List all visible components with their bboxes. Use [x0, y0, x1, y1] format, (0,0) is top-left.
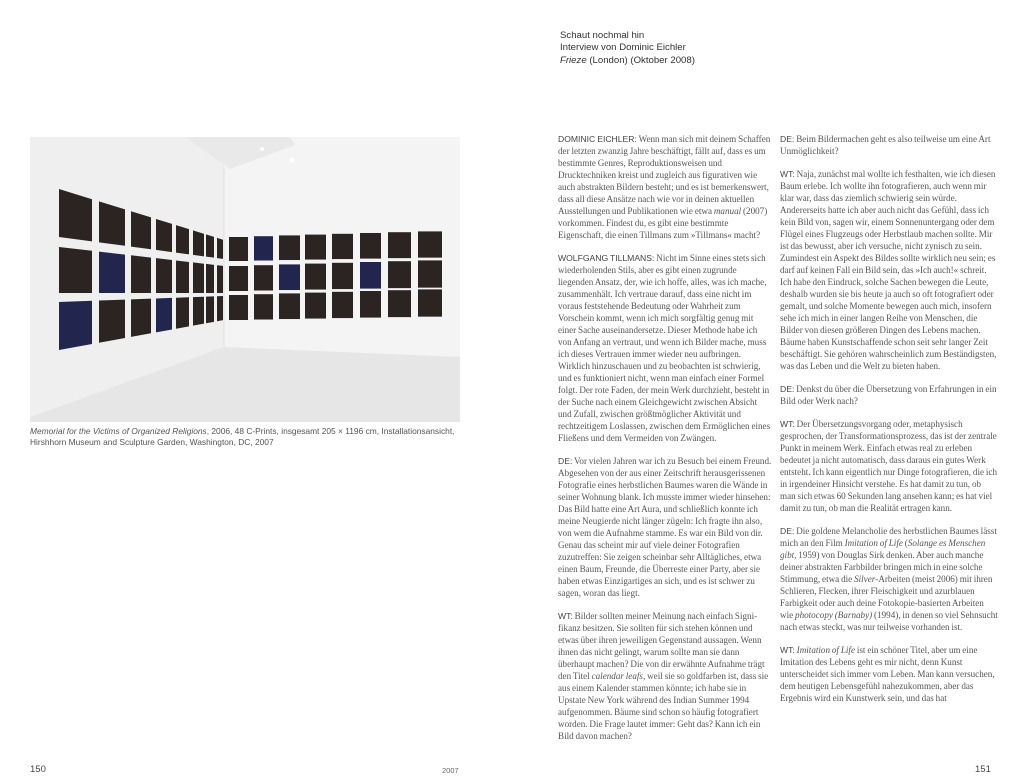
caption-title: Memorial for the Victims of Organized Religions [30, 426, 207, 436]
article-source [560, 55, 695, 67]
print-frame [206, 234, 214, 257]
print-frame [279, 293, 300, 319]
interview-paragraph [558, 610, 772, 742]
print-frame [388, 290, 411, 317]
interview-paragraph [780, 418, 998, 514]
print-frame [279, 264, 300, 290]
italic-title: Silver [854, 574, 876, 584]
print-frame [305, 235, 326, 260]
print-frame [131, 299, 151, 337]
print-frame [176, 297, 189, 328]
article-title: Schaut nochmal hin [560, 30, 645, 41]
print-frame [305, 264, 326, 290]
paragraph-text: Denkst du über die Übersetzung von Erfahrungen in ein Bild oder Werk nach? [780, 384, 997, 406]
print-frame [388, 261, 411, 288]
italic-title: Imitation of Life [844, 538, 903, 548]
print-frame [217, 265, 223, 293]
print-frame [418, 231, 442, 257]
print-frame [254, 236, 273, 260]
print-frame [332, 263, 353, 289]
italic-title: Solange es Menschen gibt, [780, 538, 986, 560]
speaker-label: DE: [780, 526, 795, 536]
page-number-left: 150 [30, 764, 46, 775]
italic-title: calendar leafs, [591, 671, 646, 681]
italic-title: manual [713, 206, 742, 216]
print-frame [176, 260, 189, 293]
interview-paragraph [558, 455, 772, 599]
print-frame [360, 291, 381, 318]
print-frame [229, 237, 248, 261]
speaker-label: DE: [780, 134, 795, 144]
interview-paragraph [558, 252, 772, 444]
print-frame [217, 296, 223, 321]
caption-details: , 2006, 48 C-Prints, insgesamt 205 × 1196 cm, Installationsansicht, Hirshhorn Museum and Sculpture Garden, Washington, DC, 2007 [30, 426, 455, 447]
paragraph-text: ist ein schöner Titel, aber um eine Imitation des Lebens geht es mir nicht, denn Kunst unterscheidet sich immer vom Leben. Man kann versuchen, dem heutigen Lebensgefühl nahezukommen, aber das Ergebnis wird ein Kunstwerk sein, und das hat [780, 645, 995, 703]
print-frame [229, 295, 248, 320]
print-frame [388, 232, 411, 258]
paragraph-text: Naja, zunächst mal wollte ich festhalten, wie ich diesen Baum erlebe. Ich wollte ihn fotografieren, auch wenn mir klar war, dass das ziemlich schwierig sein würde. Andererseits hatte ich aber auch nicht das Gefühl, dass ich kein Bild von, sagen wir, einem Sonnenuntergang oder dem Flügel eines Flugzeugs oder Herbstlaub machen sollte. Mir ist das bewusst, aber ich versuche, nicht zynisch zu sein. Zumindest ein Aspekt des Bildes sollte wirklich neu sein; es darf auf keinen Fall ein Bild sein, das »Ich auch!« schreit. Ich habe den Eindruck, solche Sachen bewegen die Leute, deshalb wurden sie bis heute ja auch so oft fotografiert oder gemalt, und solche Momente bewegen auch mich, insofern sehe ich mich in einer langen Reihe von Menschen, die Bilder von diesen größeren Dingen des Lebens machen. Bäume haben Kunstschaffende schon seit sehr langer Zeit beschäftigt. Sie gehören wahrscheinlich zum Beständigsten, was das Leben und die Welt zu bieten haben. [780, 169, 997, 371]
print-frame [332, 234, 353, 259]
print-frame [279, 235, 300, 260]
print-frame [360, 262, 381, 289]
paragraph-text: Beim Bildermachen geht es also teilweise um eine Art Unmöglichkeit? [780, 134, 991, 156]
print-frame [360, 233, 381, 259]
print-frame [156, 219, 172, 252]
print-frame [418, 289, 442, 316]
interview-paragraph [780, 525, 998, 633]
print-frame [305, 293, 326, 319]
print-frame [131, 255, 151, 293]
text-column-left [558, 133, 772, 753]
print-frame [193, 230, 204, 256]
print-frame [418, 260, 442, 287]
interview-paragraph [780, 383, 998, 407]
ceiling-light [290, 158, 295, 163]
paragraph-text: Nicht im Sinne eines stets sich wiederholenden Stils, aber es gibt einen zugrunde liegenden Ansatz, der, wie ich hoffe, alles, was ich mache, zusammenhält. Ich vertraue darauf, dass eine nicht im voraus feststehende Bedeutung oder Wahrheit zum Vorschein kommt, wenn ich mich sorgfältig genug mit einer Sache auseinandersetze. Dieser Methode habe ich von Anfang an vertraut, und wenn ich Bilder mache, muss ich dieses Vertrauen immer wieder neu aufbringen. Wirklich hinzuschauen und zu beobachten ist schwierig, und es funktioniert nicht, wenn man einfach einer Formel folgt. Der rote Faden, der mein Werk durchzieht, besteht in der Suche nach einem Gleichgewicht zwischen Absicht und Zufall, zwischen größtmöglicher Aktivität und rechtzeitigem Loslassen, zwischen dem Ermöglichen eines Fließens und dem Vermeiden von Zwängen. [558, 253, 771, 443]
speaker-label: DOMINIC EICHLER: [558, 134, 637, 144]
print-frame [193, 262, 204, 293]
photo-caption [30, 426, 470, 448]
source-details: (London) (Oktober 2008) [586, 54, 695, 66]
print-frame [99, 252, 125, 293]
article-header [560, 30, 695, 67]
print-frame [59, 247, 92, 293]
speaker-label: DE: [558, 456, 573, 466]
paragraph-text: -Arbeiten (meist 2006) mit ihren Schlieren, Flecken, ihrer Fleischigkeit und azurblauen Farbigkeit oder auch deine Fotokopie-basierten Arbeiten wie [780, 574, 993, 620]
print-frame [206, 296, 214, 323]
speaker-label: DE: [780, 384, 795, 394]
print-frame [59, 301, 92, 350]
paragraph-text: (2007) vorkommen. Findest du, es gibt eine bestimmte Eigenschaft, die einen Tillmans zum »Tillmans« macht? [558, 206, 768, 240]
print-frame [332, 292, 353, 318]
paragraph-text: 1959) von Douglas Sirk denken. Aber auch manche deiner abstrakten Farbbilder bringen mich in eine solche Stimmung, etwa die [780, 550, 984, 584]
print-frame [176, 225, 189, 254]
text-column-right [780, 133, 998, 715]
interview-paragraph [780, 168, 998, 372]
paragraph-text: weil sie so goldfarben ist, dass sie aus einem Kalender stammen könnte; ich habe sie in Upstate New York während des Indian Summer 1994 aufgenommen. Bäume sind schon so häufig fotografiert worden. Die Frage lautet immer: Geht das? Kann ich ein Bild davon machen? [558, 671, 769, 741]
paragraph-text: Die goldene Melancholie des herbstlichen Baumes lässt mich an den Film [780, 526, 997, 548]
ceiling-light [260, 147, 264, 151]
print-frame [156, 258, 172, 293]
interview-paragraph [780, 133, 998, 157]
speaker-label: WT: [780, 645, 795, 655]
print-frame [193, 297, 204, 326]
source-publication: Frieze [560, 54, 587, 66]
italic-title: photocopy (Barnaby) [795, 610, 873, 620]
page-number-right: 151 [975, 764, 991, 775]
print-frame [99, 300, 125, 343]
speaker-label: WT: [780, 169, 795, 179]
print-frame [217, 238, 223, 259]
paragraph-text: Vor vielen Jahren war ich zu Besuch bei einem Freund. Abgesehen von der aus einer Zeitschrift herausgerissenen Fotografie eines herbstlichen Baumes waren die Wände in seiner Wohnung blank. Ich musste immer wieder hinsehen: Das Bild hatte eine Art Aura, und schließlich konnte ich meine Neugierde nicht länger zügeln: Ich fragte ihn also, von wem die Aufnahme stamme. Es war ein Bild von dir. Genau das scheint mir auf viele deiner Fotografien zuzutreffen: Sie zeigen scheinbar sehr Alltägliches, etwa einen Baum, Freunde, die Überreste einer Party, aber sie haben etwas Einzigartiges an sich, und es ist schwer zu sagen, woran das liegt. [558, 456, 772, 598]
paragraph-text: ( [902, 538, 908, 548]
installation-photo [30, 137, 460, 422]
italic-title: Imitation of Life [796, 645, 855, 655]
paragraph-text: Wenn man sich mit deinem Schaffen der letzten zwanzig Jahre beschäftigt, fällt auf, dass es um bestimmte Genres, Reproduktionsweisen und Drucktechniken kreist und zugleich aus figurativen wie auch abstrakten Bildern besteht; und es ist bemerkenswert, dass all diese Ansätze nach wie vor in deinen aktuellen Ausstellungen und Publikationen wie etwa [558, 134, 771, 216]
paragraph-text: Der Übersetzungsvorgang oder, metaphysisch gesprochen, der Transformationsprozess, das ist der zentrale Punkt in meinem Werk. Einfach etwas real zu erleben bedeutet ja nicht automatisch, dass daraus ein gutes Werk entsteht. Ich kann eigentlich nur Dinge fotografieren, die ich in irgendeiner Hinsicht verstehe. Es hat damit zu tun, ob man sich etwas 60 Sekunden lang ansehen kann; es hat viel damit zu tun, ob man die Realität ertragen kann. [780, 419, 997, 513]
paragraph-text: (1994), in denen so viel Sehnsucht nach etwas steckt, was nur teilweise vorhanden ist. [780, 610, 998, 632]
interview-paragraph [558, 133, 772, 241]
print-frame [131, 211, 151, 249]
print-frame [206, 264, 214, 293]
running-footer-year: 2007 [442, 766, 459, 775]
article-subtitle: Interview von Dominic Eichler [560, 42, 686, 54]
interview-paragraph [780, 644, 998, 704]
speaker-label: WOLFGANG TILLMANS: [558, 253, 655, 263]
speaker-label: WT: [780, 419, 795, 429]
print-frame [156, 298, 172, 332]
print-frame [254, 294, 273, 319]
paragraph-text: Bilder sollten meiner Meinung nach einfach Signifikanz besitzen. Sie sollten für sich stehen können und etwas über ihren jeweiligen Gegenstand aussagen. Wenn ihnen das nicht gelingt, warum sollte man sie dann überhaupt machen? Die von dir erwähnte Aufnahme trägt den Titel [558, 611, 765, 681]
print-frame [229, 266, 248, 291]
print-frame [254, 265, 273, 290]
speaker-label: WT: [558, 611, 573, 621]
